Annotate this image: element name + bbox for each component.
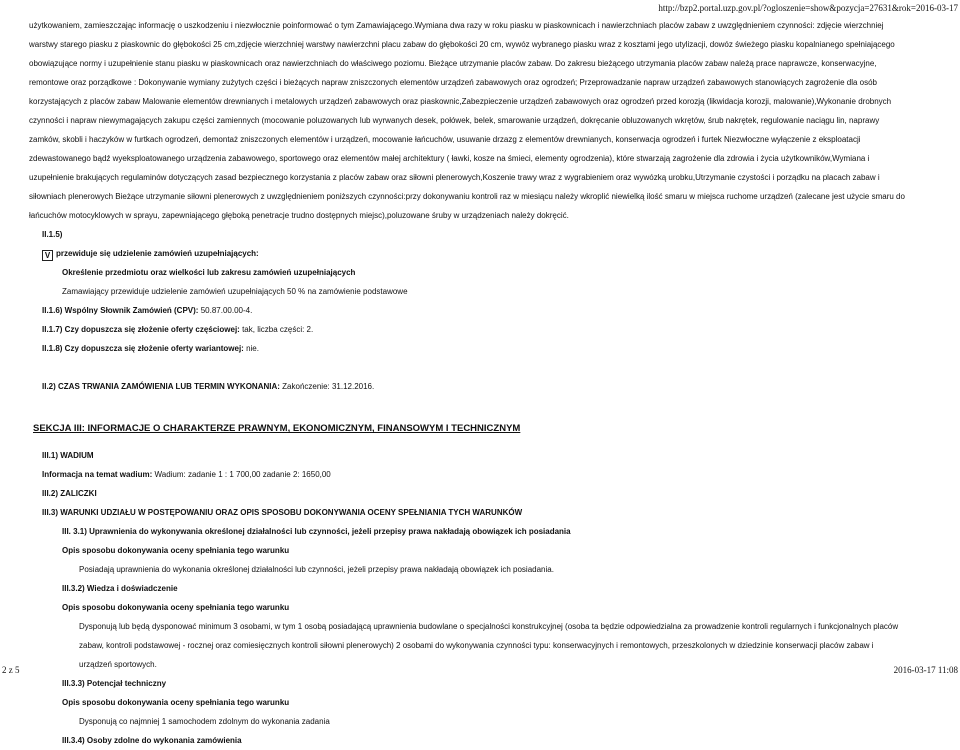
body-line: obowiązujące normy i uzupełnienie stanu piasku w piaskownicach oraz nawierzchniach do właściwego poziomu. Bieżące utrzymanie placów zabaw. Do zakresu bieżącego utrzymania placów zabaw należą prace naprawcze, konserwacyjne, (29, 59, 877, 68)
duration-value: Zakończenie: 31.12.2016. (282, 382, 375, 391)
page-url: http://bzp2.portal.uzp.gov.pl/?ogloszenie=show&pozycja=27631&rok=2016-03-17 (658, 3, 958, 13)
body-line: zamków, skobli i haczyków w furtkach ogrodzeń, demontaż zniszczonych elementów i urządzeń, mocowanie łańcuchów, usuwanie drzazg z elementów drewnianych, konserwacja ogrodzeń i furtek Niezwłoczne wyłączenie z eksploatacji (29, 135, 861, 144)
section-ii-1-5-label: II.1.5) (42, 230, 63, 239)
section-iii-3-1-text: Posiadają uprawnienia do wykonania określonej działalności lub czynności, jeżeli przepisy prawa nakładają obowiązek ich posiadania. (79, 565, 554, 574)
checkbox-checked: V (42, 250, 53, 261)
wadium-info (29, 465, 942, 484)
section-iii-3-2-opis: Opis sposobu dokonywania oceny spełniania tego warunku (62, 603, 290, 612)
body-line: remontowe oraz porządkowe : Dokonywanie wymiany zużytych części i bieżących napraw zniszczonych elementów urządzeń zabawowych oraz ogrodzeń; Przeprowadzanie napraw urządzeń zabawowych stanowiących zagrożenie dla osób (29, 78, 877, 87)
section-ii-2 (29, 377, 942, 396)
partial-orders-subheading: Określenie przedmiotu oraz wielkości lub zakresu zamówień uzupełniających (62, 268, 356, 277)
page-number: 2 z 5 (2, 665, 20, 675)
partial-orders-label: przewiduje się udzielenie zamówień uzupełniających: (56, 249, 259, 258)
body-line: warstwy starego piasku z piaskownic do głębokości 25 cm,zdjęcie wierzchniej warstwy nawierzchni placu zabaw do głębokości 20 cm, wywóz wybranego piasku wraz z kosztami jego utylizacji, dowóz świeżego piasku kopalnianego spełniającego (29, 40, 895, 49)
section-iii-3-3-opis: Opis sposobu dokonywania oceny spełniania tego warunku (62, 698, 290, 707)
cpv-label: II.1.6) Wspólny Słownik Zamówień (CPV): (42, 306, 199, 315)
section-iii-2-label: III.2) ZALICZKI (42, 489, 97, 498)
section-ii-1-7 (29, 320, 942, 339)
section-iii-3-4-label: III.3.4) Osoby zdolne do wykonania zamówienia (62, 736, 242, 745)
print-timestamp: 2016-03-17 11:08 (893, 665, 958, 675)
section-iii-3-2-line: zabaw, kontroli podstawowej - rocznej oraz comiesięcznych kontroli siłowni plenerowych) 2 osobami do wykonywania czynności typu: konserwacyjnych i remontowych, przeszkolonych w dziedzinie konserwacji placów zabaw i (79, 641, 874, 650)
wadium-info-value: Wadium: zadanie 1 : 1 700,00 zadanie 2: 1650,00 (154, 470, 331, 479)
variant-offer-label: II.1.8) Czy dopuszcza się złożenie oferty wariantowej: (42, 344, 244, 353)
cpv-value: 50.87.00.00-4. (200, 306, 253, 315)
wadium-info-label: Informacja na temat wadium: (42, 470, 153, 479)
section-iii-3-2-label: III.3.2) Wiedza i doświadczenie (62, 584, 178, 593)
body-line: korzystających z placów zabaw Malowanie elementów drewnianych i metalowych urządzeń zabawowych oraz piaskownic,Zabezpieczenie urządzeń zabawowych oraz ogrodzeń przed korozją (likwidacja korozji, malowanie),Wykonanie drobnych (29, 97, 892, 106)
variant-offer-value: nie. (246, 344, 259, 353)
body-line: czynności i napraw niewymagających zakupu części zamiennych (mocowanie poluzowanych lub wyrwanych desek, połówek, belek, smarowanie urządzeń, dokręcanie obluzowanych wkrętów, śrub nakrętek, regulowanie naciągu lin, naprawy (29, 116, 880, 125)
partial-orders-text: Zamawiający przewiduje udzielenie zamówień uzupełniających 50 % na zamówienie podstawowe (62, 287, 408, 296)
section-ii-1-8 (29, 339, 942, 358)
body-line: siłowniach plenerowych Bieżące utrzymanie siłowni plenerowych z uwzględnieniem poniższych czynności:przy dokonywaniu kontroli raz w miesiącu należy wkroplić niewielką ilość smaru w miejsca ruchome urządzeń (zalecane jest użycie smaru do (29, 192, 905, 201)
section-iii-title: SEKCJA III: INFORMACJE O CHARAKTERZE PRAWNYM, EKONOMICZNYM, FINANSOWYM I TECHNICZNYM (33, 423, 521, 434)
body-line: użytkowaniem, zamieszczając informację o uszkodzeniu i niezwłocznie poinformować o tym Zamawiającego.Wymiana dwa razy w roku piasku w piaskownicach i nawierzchniach placów zabaw z uwzględnieniem czynności: zdjęcie wierzchniej (29, 21, 884, 30)
section-iii-3-1-opis: Opis sposobu dokonywania oceny spełniania tego warunku (62, 546, 290, 555)
partial-offer-label: II.1.7) Czy dopuszcza się złożenie oferty częściowej: (42, 325, 240, 334)
partial-orders-row (29, 244, 942, 263)
section-ii-1-6 (29, 301, 942, 320)
body-line: zdewastowanego bądź wyeksploatowanego urządzenia zabawowego, sportowego oraz elementów małej architektury ( ławki, kosze na śmieci, elementy ogrodzenia), które stwarzają zagrożenie dla zdrowia i życia użytkowników,Wymiana i (29, 154, 870, 163)
section-iii-3-2-line: urządzeń sportowych. (79, 660, 157, 669)
section-iii-1-label: III.1) WADIUM (42, 451, 94, 460)
section-iii-3-1-label: III. 3.1) Uprawnienia do wykonywania określonej działalności lub czynności, jeżeli przepisy prawa nakładają obowiązek ich posiadania (62, 527, 571, 536)
body-line: łańcuchów motocyklowych w sprayu, zapewniającego głęboką penetracje trudno dostępnych miejsc),poluzowane śruby w urządzeniach należy dokręcić. (29, 211, 569, 220)
document-content (29, 16, 942, 750)
body-line: uzupełnienie brakujących regulaminów dotyczących zasad bezpiecznego korzystania z placów zabaw oraz siłowni plenerowych,Koszenie trawy wraz z wygrabieniem oraz wywózką urobku,Utrzymanie czystości i porządku na placach zabaw i (29, 173, 880, 182)
section-iii-3-3-label: III.3.3) Potencjał techniczny (62, 679, 167, 688)
duration-label: II.2) CZAS TRWANIA ZAMÓWIENIA LUB TERMIN WYKONANIA: (42, 382, 280, 391)
partial-offer-value: tak, liczba części: 2. (242, 325, 314, 334)
section-iii-3-3-text: Dysponują co najmniej 1 samochodem zdolnym do wykonania zadania (79, 717, 330, 726)
section-iii-3-2-line: Dysponują lub będą dysponować minimum 3 osobami, w tym 1 osobą posiadającą uprawnienia budowlane o specjalności konstrukcyjnej (osoba ta będzie odpowiedzialna za prowadzenie kontroli regularnych i funkcjonalnych placów (79, 622, 899, 631)
section-iii-3-label: III.3) WARUNKI UDZIAŁU W POSTĘPOWANIU ORAZ OPIS SPOSOBU DOKONYWANIA OCENY SPEŁNIANIA TYCH WARUNKÓW (42, 508, 523, 517)
